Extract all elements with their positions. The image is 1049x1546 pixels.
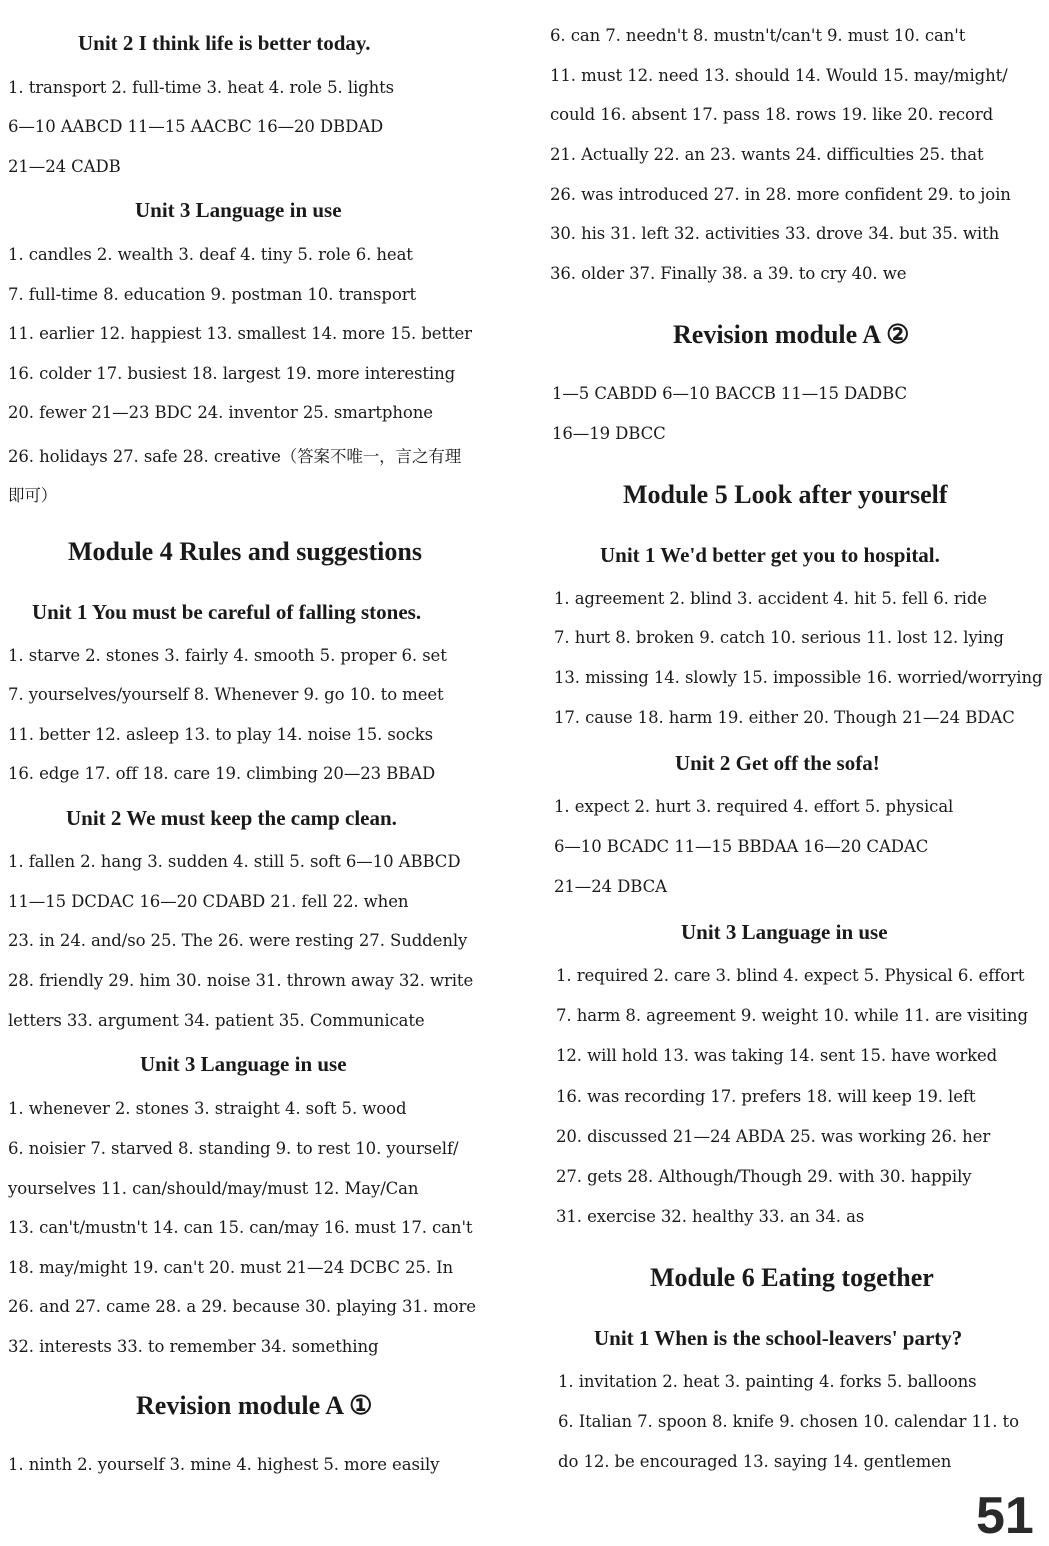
answer-line: could 16. absent 17. pass 18. rows 19. like 20. record [550,105,994,124]
answer-line: 13. can't/mustn't 14. can 15. can/may 16. must 17. can't [8,1218,473,1237]
revision-a2-heading: Revision module A ② [673,320,910,349]
answer-line: 11. must 12. need 13. should 14. Would 15. may/might/ [550,66,1008,85]
answer-line: 1. agreement 2. blind 3. accident 4. hit 5. fell 6. ride [554,589,987,608]
unit2-heading: Unit 2 I think life is better today. [78,31,371,55]
answer-line: 1. candles 2. wealth 3. deaf 4. tiny 5. role 6. heat [8,245,413,264]
answer-line: 12. will hold 13. was taking 14. sent 15. have worked [556,1046,998,1065]
answer-line: 26. and 27. came 28. a 29. because 30. playing 31. more [8,1297,476,1316]
answer-line: 16. was recording 17. prefers 18. will keep 19. left [556,1087,976,1106]
answer-line: 31. exercise 32. healthy 33. an 34. as [556,1207,865,1226]
answer-line: 6. Italian 7. spoon 8. knife 9. chosen 10. calendar 11. to [558,1412,1019,1431]
answer-line: 1. transport 2. full-time 3. heat 4. role 5. lights [8,78,395,97]
answer-line: 20. fewer 21—23 BDC 24. inventor 25. smartphone [8,403,433,422]
answer-line: 13. missing 14. slowly 15. impossible 16. worried/worrying [554,668,1043,687]
unit3-heading: Unit 3 Language in use [135,198,342,222]
answer-line: 1. whenever 2. stones 3. straight 4. soft 5. wood [8,1099,407,1118]
answer-line: 1. invitation 2. heat 3. painting 4. forks 5. balloons [558,1372,977,1391]
answer-line: 36. older 37. Finally 38. a 39. to cry 40. we [550,264,907,283]
answer-line: 6—10 AABCD 11—15 AACBC 16—20 DBDAD [8,117,384,136]
answer-line: 7. harm 8. agreement 9. weight 10. while 11. are visiting [556,1006,1028,1025]
answer-line: letters 33. argument 34. patient 35. Communicate [8,1011,425,1030]
answer-line: 16. edge 17. off 18. care 19. climbing 20—23 BBAD [8,764,436,783]
answer-line: 1. ninth 2. yourself 3. mine 4. highest 5. more easily [8,1455,440,1474]
answer-line: 21. Actually 22. an 23. wants 24. difficulties 25. that [550,145,984,164]
answer-line: 1. expect 2. hurt 3. required 4. effort 5. physical [554,797,954,816]
answer-line: 6. can 7. needn't 8. mustn't/can't 9. must 10. can't [550,26,966,45]
module6-heading: Module 6 Eating together [650,1263,934,1292]
answer-line: 18. may/might 19. can't 20. must 21—24 DCBC 25. In [8,1258,454,1277]
answer-line: 16. colder 17. busiest 18. largest 19. more interesting [8,364,456,383]
module4-heading: Module 4 Rules and suggestions [68,537,422,566]
answer-line: 6. noisier 7. starved 8. standing 9. to rest 10. yourself/ [8,1139,459,1158]
answer-line: 11. better 12. asleep 13. to play 14. noise 15. socks [8,725,434,744]
answer-line: 26. holidays 27. safe 28. creative（答案不唯一，言之有理 [8,447,462,466]
answer-line: 16—19 DBCC [552,424,666,443]
answer-line: 17. cause 18. harm 19. either 20. Though 21—24 BDAC [554,708,1015,727]
answer-line: yourselves 11. can/should/may/must 12. May/Can [8,1179,419,1198]
answer-line: do 12. be encouraged 13. saying 14. gentlemen [558,1452,952,1471]
answer-line: 23. in 24. and/so 25. The 26. were resting 27. Suddenly [8,931,468,950]
answer-line: 11—15 DCDAC 16—20 CDABD 21. fell 22. when [8,892,409,911]
answer-line: 27. gets 28. Although/Though 29. with 30. happily [556,1167,972,1186]
answer-line: 11. earlier 12. happiest 13. smallest 14. more 15. better [8,324,472,343]
answer-line: 7. full-time 8. education 9. postman 10. transport [8,285,417,304]
answer-line: 6—10 BCADC 11—15 BBDAA 16—20 CADAC [554,837,929,856]
m6-unit1-heading: Unit 1 When is the school-leavers' party? [594,1326,963,1350]
answer-line: 26. was introduced 27. in 28. more confident 29. to join [550,185,1011,204]
m4-unit2-heading: Unit 2 We must keep the camp clean. [66,806,397,830]
answer-line: 21—24 CADB [8,157,121,176]
module5-heading: Module 5 Look after yourself [623,480,948,509]
m5-unit1-heading: Unit 1 We'd better get you to hospital. [600,543,940,567]
answer-line: 20. discussed 21—24 ABDA 25. was working 26. her [556,1127,991,1146]
answer-line: 30. his 31. left 32. activities 33. drove 34. but 35. with [550,224,1000,243]
answer-line: 21—24 DBCA [554,877,667,896]
answer-line: 即可） [8,486,58,505]
answer-line: 1. starve 2. stones 3. fairly 4. smooth 5. proper 6. set [8,646,447,665]
m5-unit3-heading: Unit 3 Language in use [681,920,888,944]
revision-a1-heading: Revision module A ① [136,1391,373,1420]
answer-line: 1. fallen 2. hang 3. sudden 4. still 5. soft 6—10 ABBCD [8,852,461,871]
page-number: 51 [976,1487,1034,1545]
m5-unit2-heading: Unit 2 Get off the sofa! [675,751,880,775]
answer-line: 7. yourselves/yourself 8. Whenever 9. go 10. to meet [8,685,444,704]
answer-line: 28. friendly 29. him 30. noise 31. thrown away 32. write [8,971,474,990]
answer-line: 1. required 2. care 3. blind 4. expect 5. Physical 6. effort [556,966,1025,985]
m4-unit1-heading: Unit 1 You must be careful of falling stones. [32,600,422,624]
answer-line: 1—5 CABDD 6—10 BACCB 11—15 DADBC [552,384,907,403]
answer-line: 32. interests 33. to remember 34. something [8,1337,379,1356]
m4-unit3-heading: Unit 3 Language in use [140,1052,347,1076]
answer-line: 7. hurt 8. broken 9. catch 10. serious 11. lost 12. lying [554,628,1004,647]
